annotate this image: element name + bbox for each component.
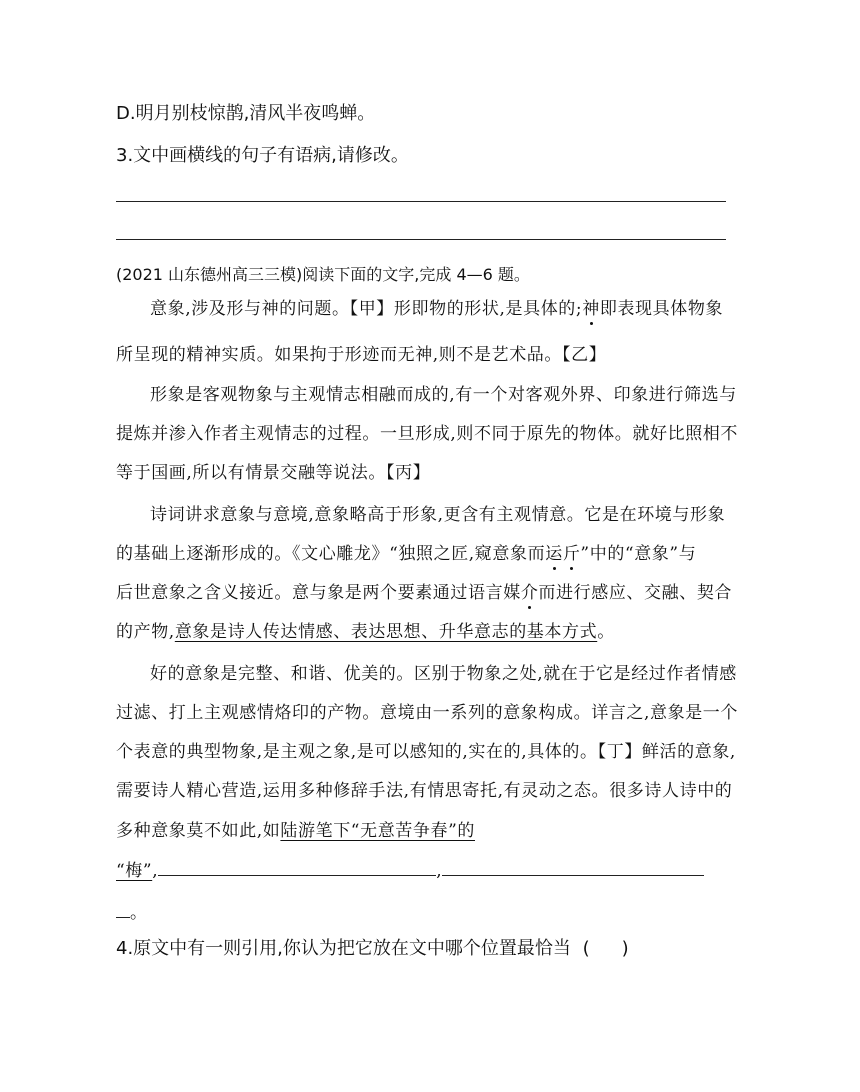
question-2-option-d: D.明月别枝惊鹊,清风半夜鸣蝉。 [116, 103, 376, 124]
emphasis-char: 神 [582, 299, 600, 319]
answer-line-2[interactable] [116, 239, 726, 240]
underlined-faulty-sentence: 意象是诗人传达情感、表达思想、升华意志的基本方式 [174, 622, 598, 642]
fill-blank-3[interactable] [116, 899, 130, 918]
emphasis-char: 斤 [562, 544, 581, 564]
answer-paren[interactable]: ( ) [582, 938, 629, 959]
fill-blank-1[interactable] [158, 857, 436, 876]
answer-line-1[interactable] [116, 201, 726, 202]
question-4-prompt: 4.原文中有一则引用,你认为把它放在文中哪个位置最恰当 ( ) [116, 938, 629, 959]
emphasis-char: 运 [545, 544, 563, 564]
question-3-prompt: 3.文中画横线的句子有语病,请修改。 [116, 145, 409, 166]
passage-source: (2021 山东德州高三三模)阅读下面的文字,完成 4—6 题。 [116, 265, 530, 284]
emphasis-char: 介 [520, 583, 539, 603]
fill-blank-2[interactable] [442, 857, 704, 876]
underlined-example: 陆游笔下“无意苦争春”的 [280, 821, 475, 841]
plum-item: “梅” [116, 861, 153, 881]
